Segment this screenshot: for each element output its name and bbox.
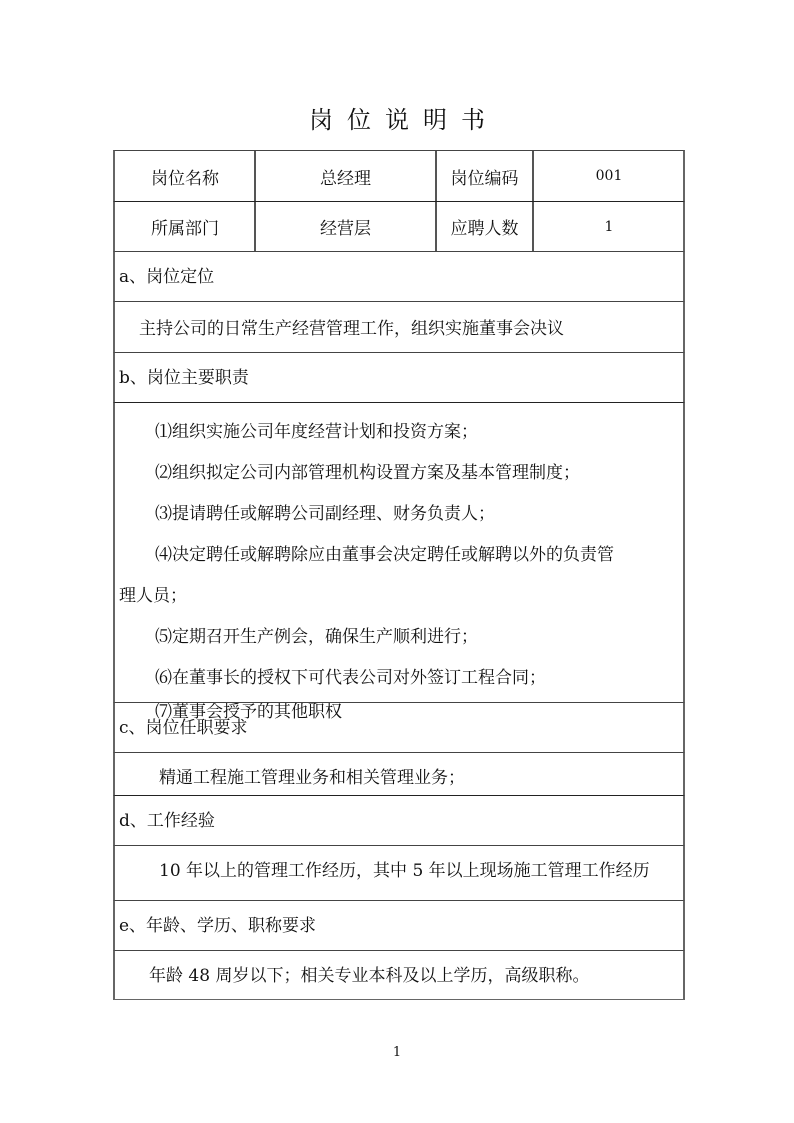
section-d-heading: d、工作经验 <box>119 811 215 831</box>
label-position-name: 岗位名称 <box>151 168 219 189</box>
section-e-content-row <box>113 950 685 1000</box>
duty-item-clipped: ⑺董事会授予的其他职权 <box>155 702 342 722</box>
duty-item-continuation: 理人员； <box>119 586 187 606</box>
section-e-content: 年龄 48 周岁以下；相关专业本科及以上学历，高级职称。 <box>149 966 590 986</box>
document-title: 岗位说明书 <box>309 106 499 134</box>
value-position-code: 001 <box>595 168 623 184</box>
header-row-1 <box>113 150 685 201</box>
section-d-content: 10 年以上的管理工作经历，其中 5 年以上现场施工管理工作经历 <box>159 861 650 881</box>
section-c-content: 精通工程施工管理业务和相关管理业务； <box>159 768 465 788</box>
section-b-duties <box>113 402 685 722</box>
value-headcount: 1 <box>604 218 614 235</box>
section-c-heading: c、岗位任职要求 <box>119 718 248 738</box>
section-d-content-row <box>113 845 685 900</box>
section-a-content-row <box>113 301 685 352</box>
duty-item: ⑴组织实施公司年度经营计划和投资方案； <box>155 422 478 442</box>
section-a-heading: a、岗位定位 <box>119 267 215 287</box>
section-e-heading: e、年龄、学历、职称要求 <box>119 916 317 936</box>
section-e-heading-row <box>113 900 685 950</box>
value-position-name: 总经理 <box>320 168 371 189</box>
header-row-2 <box>113 201 685 251</box>
duty-item: ⑷决定聘任或解聘除应由董事会决定聘任或解聘以外的负责管 <box>155 545 614 565</box>
section-a-heading-row <box>113 251 685 301</box>
page-number: 1 <box>392 1045 402 1060</box>
label-department: 所属部门 <box>151 219 219 239</box>
duty-item: ⑵组织拟定公司内部管理机构设置方案及基本管理制度； <box>155 463 580 483</box>
duty-item: ⑸定期召开生产例会，确保生产顺利进行； <box>155 627 478 647</box>
section-c-heading-row <box>113 702 685 752</box>
section-d-heading-row <box>113 795 685 845</box>
duty-item: ⑶提请聘任或解聘公司副经理、财务负责人； <box>155 504 495 524</box>
section-b-heading: b、岗位主要职责 <box>119 368 249 388</box>
section-a-content: 主持公司的日常生产经营管理工作，组织实施董事会决议 <box>139 319 564 339</box>
section-c-content-row <box>113 752 685 795</box>
label-headcount: 应聘人数 <box>450 219 519 239</box>
section-b-heading-row <box>113 352 685 402</box>
value-department: 经营层 <box>320 219 371 239</box>
duty-item: ⑹在董事长的授权下可代表公司对外签订工程合同； <box>155 668 546 688</box>
label-position-code: 岗位编码 <box>450 168 519 189</box>
